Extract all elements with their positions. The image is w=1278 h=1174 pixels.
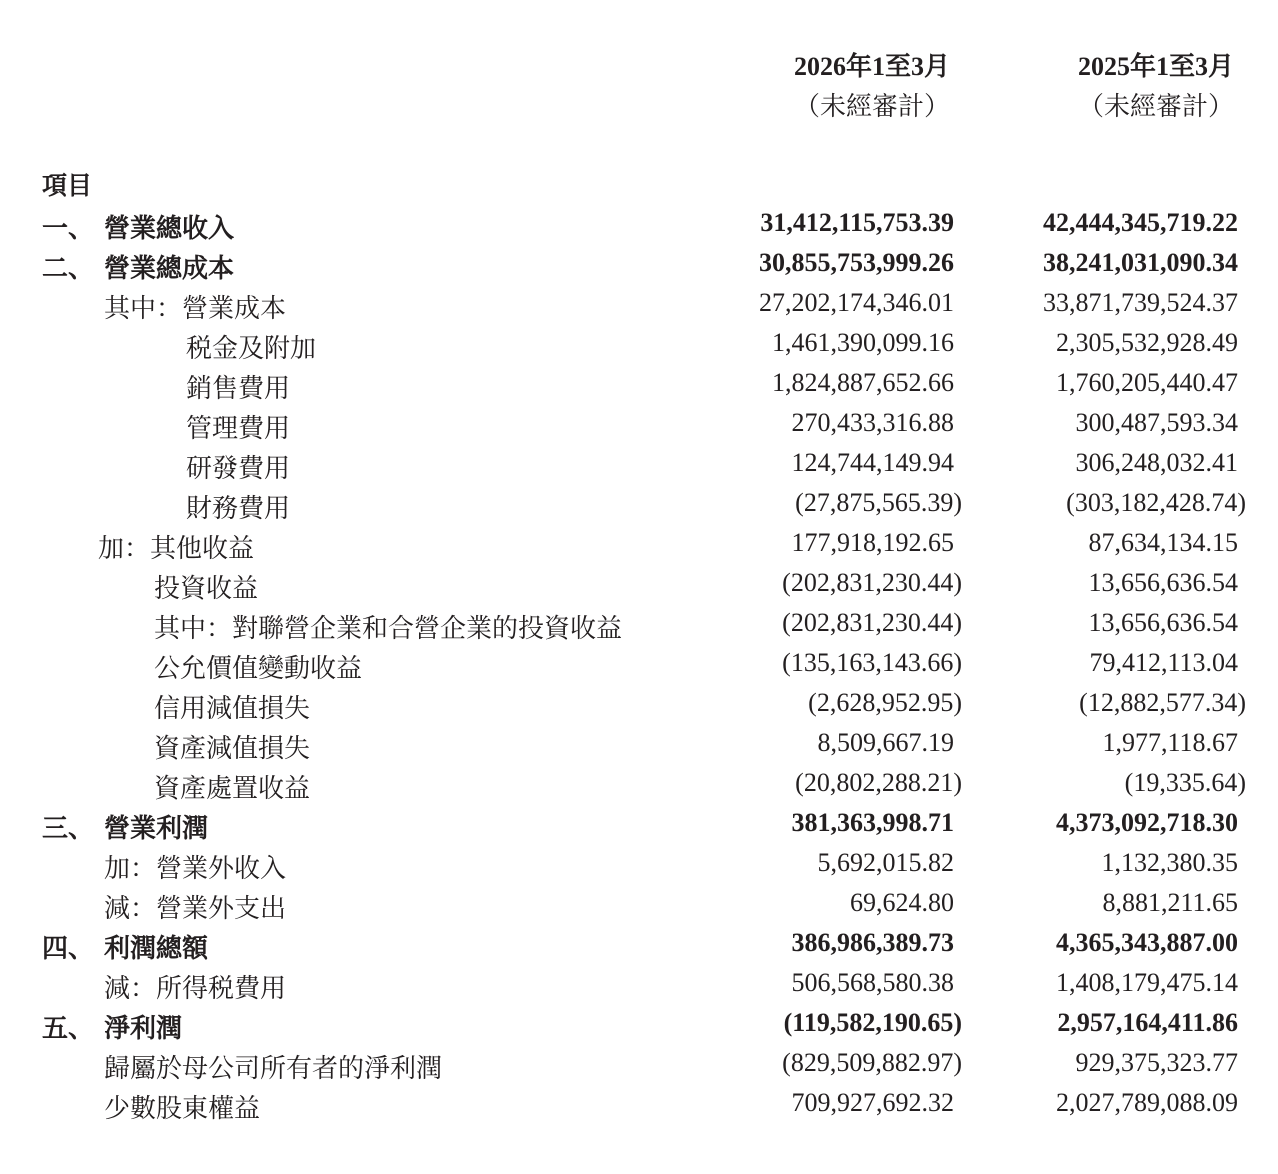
value-2026: 5,692,015.82 bbox=[817, 848, 954, 877]
row-label: 歸屬於母公司所有者的淨利潤 bbox=[104, 1054, 443, 1083]
row-section-number: 一、 bbox=[42, 214, 95, 243]
table-row bbox=[0, 1044, 1278, 1084]
value-2026: (2,628,952.95) bbox=[808, 688, 962, 717]
value-2025: 1,408,179,475.14 bbox=[1056, 968, 1238, 997]
value-2026: 69,624.80 bbox=[850, 888, 954, 917]
value-2026: 124,744,149.94 bbox=[791, 448, 954, 477]
value-2025: 1,132,380.35 bbox=[1101, 848, 1238, 877]
row-label: 營業總收入 bbox=[104, 214, 235, 243]
table-row bbox=[0, 364, 1278, 404]
value-2025: 2,027,789,088.09 bbox=[1056, 1088, 1238, 1117]
value-2025: (303,182,428.74) bbox=[1066, 488, 1246, 517]
table-row bbox=[0, 684, 1278, 724]
row-label: 其中：營業成本 bbox=[104, 294, 287, 323]
row-label: 加：營業外收入 bbox=[104, 854, 287, 883]
value-2025: 4,373,092,718.30 bbox=[1056, 808, 1238, 837]
value-2026: 1,461,390,099.16 bbox=[772, 328, 954, 357]
row-label: 減：所得税費用 bbox=[104, 974, 287, 1003]
value-2026: 506,568,580.38 bbox=[791, 968, 954, 997]
value-2026: (829,509,882.97) bbox=[782, 1048, 962, 1077]
column-header-2025-period: 2025年1至3月 bbox=[1077, 52, 1234, 81]
table-row bbox=[0, 524, 1278, 564]
row-label: 其中：對聯營企業和合營企業的投資收益 bbox=[154, 614, 623, 643]
table-row bbox=[0, 284, 1278, 324]
table-row bbox=[0, 244, 1278, 284]
value-2025: 87,634,134.15 bbox=[1088, 528, 1238, 557]
row-label: 少數股東權益 bbox=[104, 1094, 261, 1123]
value-2026: (202,831,230.44) bbox=[782, 608, 962, 637]
table-row bbox=[0, 884, 1278, 924]
value-2025: 300,487,593.34 bbox=[1075, 408, 1238, 437]
row-label: 加：其他收益 bbox=[98, 534, 255, 563]
value-2026: 27,202,174,346.01 bbox=[759, 288, 954, 317]
row-label: 財務費用 bbox=[186, 494, 291, 523]
value-2025: 1,977,118.67 bbox=[1102, 728, 1238, 757]
value-2026: (27,875,565.39) bbox=[795, 488, 962, 517]
row-label: 管理費用 bbox=[186, 414, 291, 443]
value-2026: 30,855,753,999.26 bbox=[759, 248, 954, 277]
row-label: 公允價值變動收益 bbox=[154, 654, 363, 683]
value-2025: 38,241,031,090.34 bbox=[1043, 248, 1238, 277]
row-label: 減：營業外支出 bbox=[104, 894, 287, 923]
row-label: 信用減值損失 bbox=[154, 694, 311, 723]
table-row bbox=[0, 804, 1278, 844]
value-2025: 929,375,323.77 bbox=[1075, 1048, 1238, 1077]
value-2026: (20,802,288.21) bbox=[795, 768, 962, 797]
table-row bbox=[0, 564, 1278, 604]
column-header-2025-note: （未經審計） bbox=[1077, 92, 1234, 121]
value-2026: (135,163,143.66) bbox=[782, 648, 962, 677]
value-2026: (119,582,190.65) bbox=[783, 1008, 962, 1037]
row-label: 營業利潤 bbox=[104, 814, 209, 843]
value-2025: 2,305,532,928.49 bbox=[1056, 328, 1238, 357]
value-2025: 33,871,739,524.37 bbox=[1043, 288, 1238, 317]
row-label: 資產處置收益 bbox=[154, 774, 311, 803]
value-2026: 177,918,192.65 bbox=[791, 528, 954, 557]
table-row bbox=[0, 724, 1278, 764]
table-row bbox=[0, 844, 1278, 884]
table-row bbox=[0, 764, 1278, 804]
row-section-number: 三、 bbox=[42, 814, 95, 843]
value-2025: 1,760,205,440.47 bbox=[1056, 368, 1238, 397]
row-label: 營業總成本 bbox=[104, 254, 235, 283]
table-row bbox=[0, 1084, 1278, 1124]
value-2025: 13,656,636.54 bbox=[1088, 608, 1238, 637]
value-2025: (19,335.64) bbox=[1124, 768, 1246, 797]
table-row bbox=[0, 604, 1278, 644]
value-2026: 31,412,115,753.39 bbox=[760, 208, 954, 237]
table-row bbox=[0, 444, 1278, 484]
row-section-number: 五、 bbox=[42, 1014, 95, 1043]
table-row bbox=[0, 484, 1278, 524]
items-heading: 項目 bbox=[42, 173, 93, 200]
value-2025: 79,412,113.04 bbox=[1089, 648, 1238, 677]
value-2026: (202,831,230.44) bbox=[782, 568, 962, 597]
value-2025: 13,656,636.54 bbox=[1088, 568, 1238, 597]
table-row bbox=[0, 644, 1278, 684]
row-label: 研發費用 bbox=[186, 454, 291, 483]
table-row bbox=[0, 204, 1278, 244]
column-header-2026-period: 2026年1至3月 bbox=[793, 52, 950, 81]
value-2025: 4,365,343,887.00 bbox=[1056, 928, 1238, 957]
table-row bbox=[0, 924, 1278, 964]
value-2025: (12,882,577.34) bbox=[1079, 688, 1246, 717]
value-2026: 386,986,389.73 bbox=[791, 928, 954, 957]
row-label: 投資收益 bbox=[154, 574, 259, 603]
row-label: 税金及附加 bbox=[186, 334, 317, 363]
value-2026: 1,824,887,652.66 bbox=[772, 368, 954, 397]
table-row bbox=[0, 324, 1278, 364]
value-2026: 381,363,998.71 bbox=[791, 808, 954, 837]
row-label: 資產減值損失 bbox=[154, 734, 311, 763]
value-2025: 8,881,211.65 bbox=[1102, 888, 1238, 917]
table-row bbox=[0, 1004, 1278, 1044]
value-2025: 2,957,164,411.86 bbox=[1057, 1008, 1238, 1037]
row-label: 淨利潤 bbox=[104, 1014, 183, 1043]
row-section-number: 四、 bbox=[42, 934, 95, 963]
value-2025: 42,444,345,719.22 bbox=[1043, 208, 1238, 237]
table-row bbox=[0, 964, 1278, 1004]
row-section-number: 二、 bbox=[42, 254, 95, 283]
value-2025: 306,248,032.41 bbox=[1075, 448, 1238, 477]
row-label: 銷售費用 bbox=[186, 374, 291, 403]
value-2026: 270,433,316.88 bbox=[791, 408, 954, 437]
value-2026: 709,927,692.32 bbox=[791, 1088, 954, 1117]
column-header-2026-note: （未經審計） bbox=[793, 92, 950, 121]
row-label: 利潤總額 bbox=[104, 934, 209, 963]
table-row bbox=[0, 404, 1278, 444]
income-statement-table bbox=[0, 204, 1278, 1124]
value-2026: 8,509,667.19 bbox=[817, 728, 954, 757]
